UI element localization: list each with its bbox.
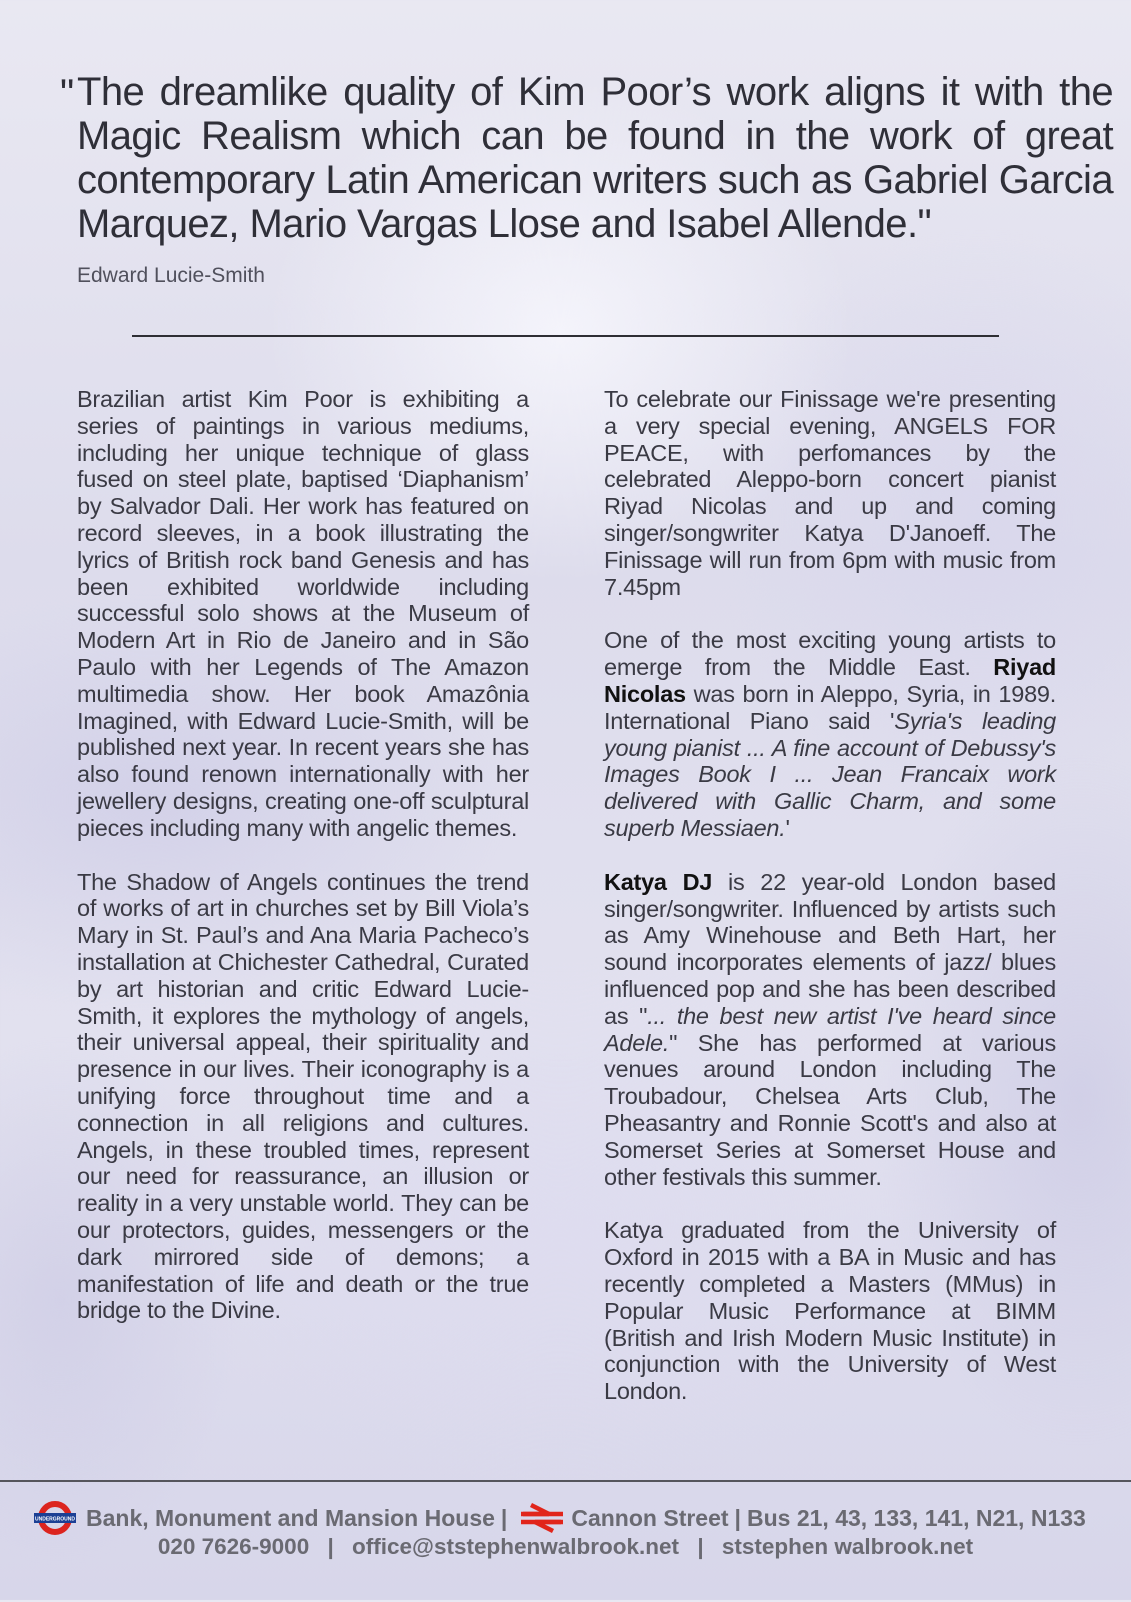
katya-name: Katya DJ [604,868,713,895]
underground-roundel-icon [34,1500,76,1536]
bus-routes: Bus 21, 43, 133, 141, N21, N133 [746,1504,1086,1531]
riyad-end: ' [785,814,790,841]
phone-number: 020 7626-9000 [157,1534,310,1559]
national-rail-icon [519,1503,565,1533]
katya-mid: is 22 year-old London based singer/songwriter. Influenced by artists such as Amy Winehouse and Beth Hart, her sound incorporates elements of jazz/ blues influenced pop and she has been described as " [604,868,1057,1029]
separator: | [500,1504,508,1531]
riyad-name: Riyad Nicolas [604,654,1056,707]
riyad-mid: was born in Aleppo, Syria, in 1989. International Piano said ' [604,680,1056,734]
rail-station: Cannon Street [571,1504,729,1531]
left-column [77,386,529,1351]
underground-label: UNDERGROUND [35,1516,75,1523]
katya-education-paragraph: Katya graduated from the University of Oxford in 2015 with a BA in Music and has recently completed a Masters (MMus) in Popular Music Performance at BIMM (British and Irish Modern Music Institute) in conjunction with the University of West London. [604,1217,1056,1405]
riyad-intro: One of the most exciting young artists to emerge from the Middle East. [604,627,1056,681]
quote-author: Edward Lucie-Smith [77,264,265,287]
exhibition-paragraph: The Shadow of Angels continues the trend of works of art in churches set by Bill Viola’s Mary in St. Paul’s and Ana Maria Pacheco’s installation at Chichester Cathedral, Curated by art historian and critic Edward Lucie-Smith, it explores the mythology of angels, their universal appeal, their spirituality and presence in our lives. Their iconography is a unifying force throughout time and a connection in all religions and cultures. Angels, in these troubled times, represent our need for reassurance, an illusion or reality in a very unstable world. They can be our protectors, guides, messengers or the dark mirrored side of demons; a manifestation of life and death or the true bridge to the Divine. [77,868,529,1324]
katya-review-quote: ... the best new artist I've heard since Adele. [604,1002,1056,1056]
pull-quote: The dreamlike quality of Kim Poor’s work aligns it with the Magic Realism which can be found in the work of great contemporary Latin American writers such as Gabriel Garcia Marquez, Mario Vargas Llose and Isabel Allende." [77,70,1113,246]
website-link[interactable]: ststephen walbrook.net [721,1534,974,1559]
right-column [604,386,1056,1432]
finissage-paragraph: To celebrate our Finissage we're presenting a very special evening, ANGELS FOR PEACE, with perfomances by the celebrated Aleppo-born concert pianist Riyad Nicolas and up and coming singer/songwriter Katya D'Janoeff. The Finissage will run from 6pm with music from 7.45pm [604,386,1056,600]
divider-rule [132,335,999,337]
artist-bio-paragraph: Brazilian artist Kim Poor is exhibiting a series of paintings in various mediums, including her unique technique of glass fused on steel plate, baptised ‘Diaphanism’ by Salvador Dali. Her work has featured on record sleeves, in a book illustrating the lyrics of British rock band Genesis and has been exhibited worldwide including successful solo shows at the Museum of Modern Art in Rio de Janeiro and in São Paulo with her Legends of The Amazon multimedia show. Her book Amazônia Imagined, with Edward Lucie-Smith, will be published next year. In recent years she has also found renown internationally with her jewellery designs, creating one-off sculptural pieces including many with angelic themes. [77,386,529,841]
katya-paragraph [604,869,1056,1191]
riyad-review-quote: Syria's leading young pianist ... A fine account of Debussy's Images Book I ... Jean Francaix work delivered with Gallic Charm, and some superb Messiaen. [604,707,1056,841]
footer [0,1480,1131,1602]
email-link[interactable]: office@ststephenwalbrook.net [352,1534,680,1559]
separator: | [734,1504,741,1531]
transport-info [34,1500,1124,1536]
quote-block [60,70,1113,288]
tube-stations: Bank, Monument and Mansion House [86,1504,495,1531]
katya-end: " She has performed at various venues around London including The Troubadour, Chelsea Arts Club, The Pheasantry and Ronnie Scott's and also at Somerset Series at Somerset House and other festivals this summer. [604,1029,1056,1190]
separator: | [697,1534,704,1559]
contact-info [0,1534,1131,1560]
quote-open-mark: " [60,72,75,116]
riyad-paragraph [604,627,1056,841]
separator: | [327,1534,334,1559]
